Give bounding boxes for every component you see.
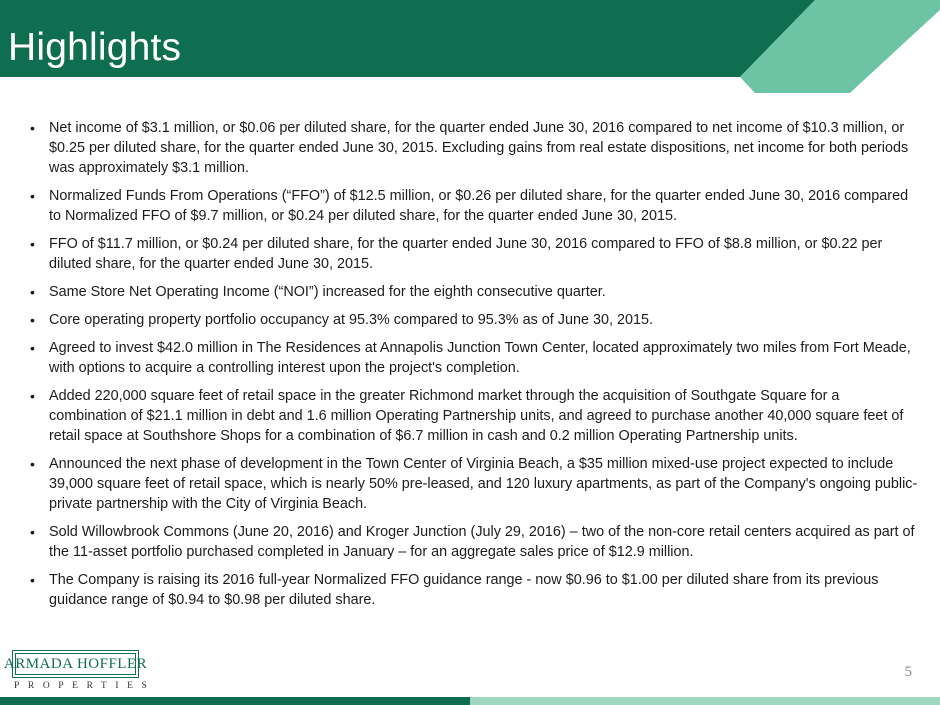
bullet-marker: • [30,388,35,404]
bullet-marker: • [30,236,35,252]
list-item [30,118,920,178]
bullet-text: Normalized Funds From Operations (“FFO”) of $12.5 million, or $0.26 per diluted share, for the quarter ended June 30, 2016 compared to Normalized FFO of $9.7 million, or $0.24 per diluted share, for the quarter ended June 30, 2015. [49,188,909,224]
logo-frame [3,650,148,678]
bullet-text: Added 220,000 square feet of retail space in the greater Richmond market through the acquisition of Southgate Square for a combination of $21.1 million in debt and 1.6 million Operating Partnership units, and agreed to purchase another 40,000 square feet of retail space at Southshore Shops for a combination of $6.7 million in cash and 0.2 million Operating Partnership units. [49,388,904,444]
logo-inner-frame [3,653,148,675]
logo-subtitle: PROPERTIES [14,681,156,691]
bullet-marker: • [30,312,35,328]
list-item [30,282,920,302]
slide-title: Highlights [8,26,182,69]
bullet-marker: • [30,524,35,540]
list-item [30,310,920,330]
bullet-text: Same Store Net Operating Income (“NOI”) increased for the eighth consecutive quarter. [49,284,606,300]
page-number: 5 [904,664,912,680]
bullet-marker: • [30,120,35,136]
footer-bar [0,697,940,705]
slide-header [0,0,940,95]
bullet-marker: • [30,572,35,588]
list-item [30,454,920,514]
bullet-text: Sold Willowbrook Commons (June 20, 2016) and Kroger Junction (July 29, 2016) – two of the non-core retail centers acquired as part of the 11-asset portfolio purchased completed in January – for an aggregate sales price of $12.9 million. [49,524,915,560]
bullet-marker: • [30,340,35,356]
bullet-text: Net income of $3.1 million, or $0.06 per diluted share, for the quarter ended June 30, 2016 compared to net income of $10.3 million, or $0.25 per diluted share, for the quarter ended June 30, 2015. Excluding gains from real estate dispositions, net income for both periods was approximately $3.1 million. [49,120,909,176]
highlights-list [30,118,920,618]
company-logo [3,650,156,694]
bullet-marker: • [30,456,35,472]
bullet-text: Agreed to invest $42.0 million in The Residences at Annapolis Junction Town Center, located approximately two miles from Fort Meade, with options to acquire a controlling interest upon the project's completion. [49,340,911,376]
bullet-text: Core operating property portfolio occupancy at 95.3% compared to 95.3% as of June 30, 2015. [49,312,653,328]
list-item [30,186,920,226]
list-item [30,570,920,610]
list-item [30,522,920,562]
bullet-marker: • [30,284,35,300]
bullet-marker: • [30,188,35,204]
bullet-text: Announced the next phase of development in the Town Center of Virginia Beach, a $35 million mixed-use project expected to include 39,000 square feet of retail space, which is nearly 50% pre-leased, and 120 luxury apartments, as part of the Company's ongoing public-private partnership with the City of Virginia Beach. [49,456,918,512]
list-item [30,386,920,446]
footer-dark-band [0,697,470,705]
bullet-text: FFO of $11.7 million, or $0.24 per diluted share, for the quarter ended June 30, 2016 compared to FFO of $8.8 million, or $0.22 per diluted share, for the quarter ended June 30, 2015. [49,236,883,272]
logo-name: ARMADA HOFFLER [3,655,148,672]
footer-bar-graphic [0,697,940,705]
footer-light-band [470,697,940,705]
list-item [30,338,920,378]
list-item [30,234,920,274]
bullet-text: The Company is raising its 2016 full-year Normalized FFO guidance range - now $0.96 to $1.00 per diluted share from its previous guidance range of $0.94 to $0.98 per diluted share. [49,572,879,608]
